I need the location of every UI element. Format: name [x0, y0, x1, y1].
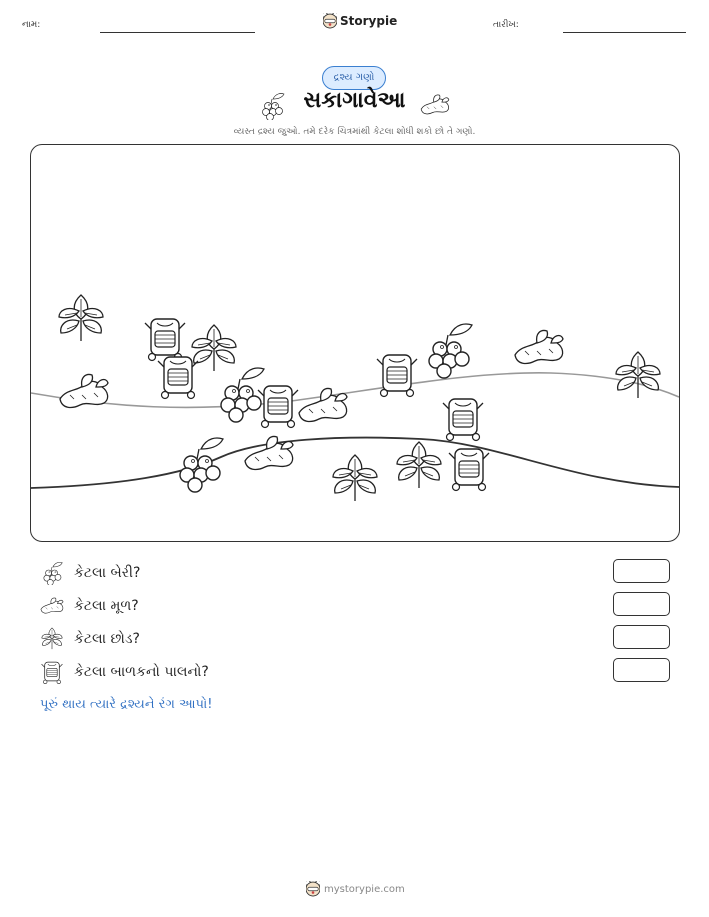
plant-icon — [40, 627, 64, 651]
plant-item — [616, 352, 660, 398]
answer-box-plants[interactable] — [613, 625, 670, 649]
footer — [306, 881, 405, 897]
cradleboard-item — [145, 319, 185, 361]
scene-count-badge: દ્રશ્ય ગણો — [322, 66, 386, 90]
berry-item — [221, 368, 264, 422]
date-label: તારીખ: — [493, 20, 519, 30]
brand-logo — [323, 13, 397, 29]
name-label: નામ: — [22, 20, 41, 30]
plant-item — [333, 455, 377, 501]
berry-icon — [40, 561, 64, 585]
date-line[interactable] — [563, 32, 686, 33]
bear-icon — [306, 881, 320, 897]
plant-item — [59, 295, 103, 341]
brand-text: Storypie — [340, 14, 398, 28]
instructions: વ્યસ્ત દ્રશ્ય જુઓ. તમે દરેક ચિત્રમાંથી કેટલા શોધી શકો છો તે ગણો. — [233, 127, 476, 137]
berry-item — [429, 324, 472, 378]
root-icon — [420, 94, 450, 116]
question-text: કેટલા મૂળ? — [74, 598, 139, 614]
cradleboard-item — [377, 355, 417, 397]
cradleboard-item — [158, 357, 198, 399]
question-text: કેટલા બેરી? — [74, 565, 141, 581]
plant-item — [397, 442, 441, 488]
question-text: કેટલા બાળકનો પાલનો? — [74, 664, 209, 680]
question-plants — [40, 627, 140, 651]
answer-box-berries[interactable] — [613, 559, 670, 583]
answer-box-cradleboards[interactable] — [613, 658, 670, 682]
question-text: કેટલા છોડ? — [74, 631, 140, 647]
coloring-note: પૂરું થાય ત્યારે દ્રશ્યને રંગ આપો! — [40, 697, 213, 712]
plant-item — [192, 325, 236, 371]
root-item — [515, 331, 563, 364]
busy-scene — [30, 144, 680, 542]
answer-box-roots[interactable] — [613, 592, 670, 616]
cradleboard-icon — [40, 660, 64, 684]
question-roots — [40, 594, 139, 618]
name-line[interactable] — [100, 32, 255, 33]
page-title: સકાગાવેઆ — [303, 88, 406, 113]
berry-item — [180, 438, 223, 492]
bear-icon — [323, 13, 337, 29]
cradleboard-item — [449, 449, 489, 491]
root-item — [60, 375, 108, 408]
footer-url[interactable]: mystorypie.com — [324, 883, 405, 895]
cradleboard-item — [258, 386, 298, 428]
cradleboard-item — [443, 399, 483, 441]
question-berries — [40, 561, 140, 585]
root-icon — [40, 594, 64, 618]
back-hill-line — [31, 373, 679, 408]
question-cradleboards — [40, 660, 209, 684]
